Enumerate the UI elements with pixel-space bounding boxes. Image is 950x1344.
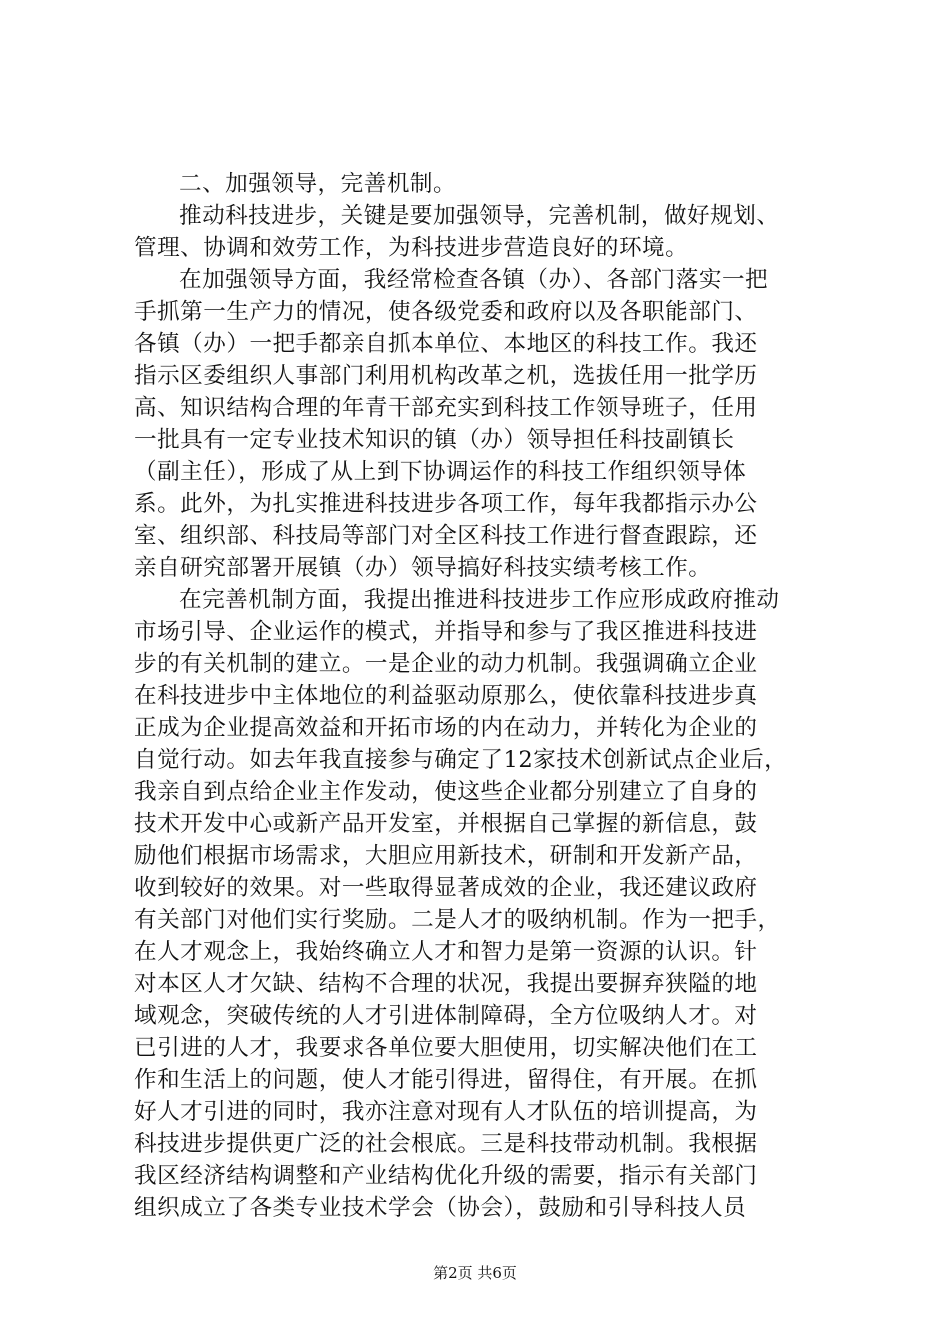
paragraph-line: 已引进的人才，我要求各单位要大胆使用，切实解决他们在工 [134, 1035, 758, 1061]
paragraph-line: 在人才观念上，我始终确立人才和智力是第一资源的认识。针 [134, 939, 758, 965]
paragraph-line: 各镇（办）一把手都亲自抓本单位、本地区的科技工作。我还 [134, 331, 758, 357]
paragraph-line: 推动科技进步，关键是要加强领导，完善机制，做好规划、 [179, 203, 780, 229]
paragraph-line: 域观念，突破传统的人才引进体制障碍，全方位吸纳人才。对 [134, 1003, 758, 1029]
paragraph-line: 有关部门对他们实行奖励。二是人才的吸纳机制。作为一把手， [134, 907, 781, 933]
paragraph-line: 管理、协调和效劳工作，为科技进步营造良好的环境。 [134, 235, 689, 261]
paragraph-line: 对本区人才欠缺、结构不合理的状况，我提出要摒弃狭隘的地 [134, 971, 758, 997]
paragraph-line: 我区经济结构调整和产业结构优化升级的需要，指示有关部门 [134, 1163, 758, 1189]
paragraph-line: 技术开发中心或新产品开发室，并根据自己掌握的新信息，鼓 [134, 811, 758, 837]
paragraph-line: 励他们根据市场需求，大胆应用新技术，研制和开发新产品， [134, 843, 758, 869]
paragraph-line: 手抓第一生产力的情况，使各级党委和政府以及各职能部门、 [134, 299, 758, 325]
document-body [134, 168, 834, 1224]
paragraph-line: 作和生活上的问题，使人才能引得进，留得住，有开展。在抓 [134, 1067, 758, 1093]
paragraph-line: 步的有关机制的建立。一是企业的动力机制。我强调确立企业 [134, 651, 758, 677]
paragraph-line: 在完善机制方面，我提出推进科技进步工作应形成政府推动 [179, 587, 780, 613]
paragraph-line: 室、组织部、科技局等部门对全区科技工作进行督查跟踪，还 [134, 523, 758, 549]
paragraph-line: 系。此外，为扎实推进科技进步各项工作，每年我都指示办公 [134, 491, 758, 517]
paragraph-line: 我亲自到点给企业主作发动，使这些企业都分别建立了自身的 [134, 779, 758, 805]
paragraph-line: 在科技进步中主体地位的利益驱动原那么，使依靠科技进步真 [134, 683, 758, 709]
paragraph-line: 在加强领导方面，我经常检查各镇（办）、各部门落实一把 [179, 267, 769, 293]
paragraph-line: （副主任），形成了从上到下协调运作的科技工作组织领导体 [134, 459, 747, 485]
paragraph-line: 一批具有一定专业技术知识的镇（办）领导担任科技副镇长 [134, 427, 735, 453]
paragraph-line: 收到较好的效果。对一些取得显著成效的企业，我还建议政府 [134, 875, 758, 901]
page-footer [0, 1263, 950, 1283]
paragraph-line: 正成为企业提高效益和开拓市场的内在动力，并转化为企业的 [134, 715, 758, 741]
paragraph-line: 好人才引进的同时，我亦注意对现有人才队伍的培训提高，为 [134, 1099, 758, 1125]
paragraph-line: 亲自研究部署开展镇（办）领导搞好科技实绩考核工作。 [134, 555, 712, 581]
paragraph-line: 高、知识结构合理的年青干部充实到科技工作领导班子，任用 [134, 395, 758, 421]
paragraph-line: 自觉行动。如去年我直接参与确定了12家技术创新试点企业后， [134, 747, 788, 773]
section-heading: 二、加强领导，完善机制。 [179, 171, 457, 197]
paragraph-line: 科技进步提供更广泛的社会根底。三是科技带动机制。我根据 [134, 1131, 758, 1157]
paragraph-line: 市场引导、企业运作的模式，并指导和参与了我区推进科技进 [134, 619, 758, 645]
paragraph-line: 组织成立了各类专业技术学会（协会），鼓励和引导科技人员 [134, 1195, 747, 1221]
paragraph-line: 指示区委组织人事部门利用机构改革之机，选拔任用一批学历 [134, 363, 758, 389]
page-number: 第2页 共6页 [433, 1264, 517, 1282]
